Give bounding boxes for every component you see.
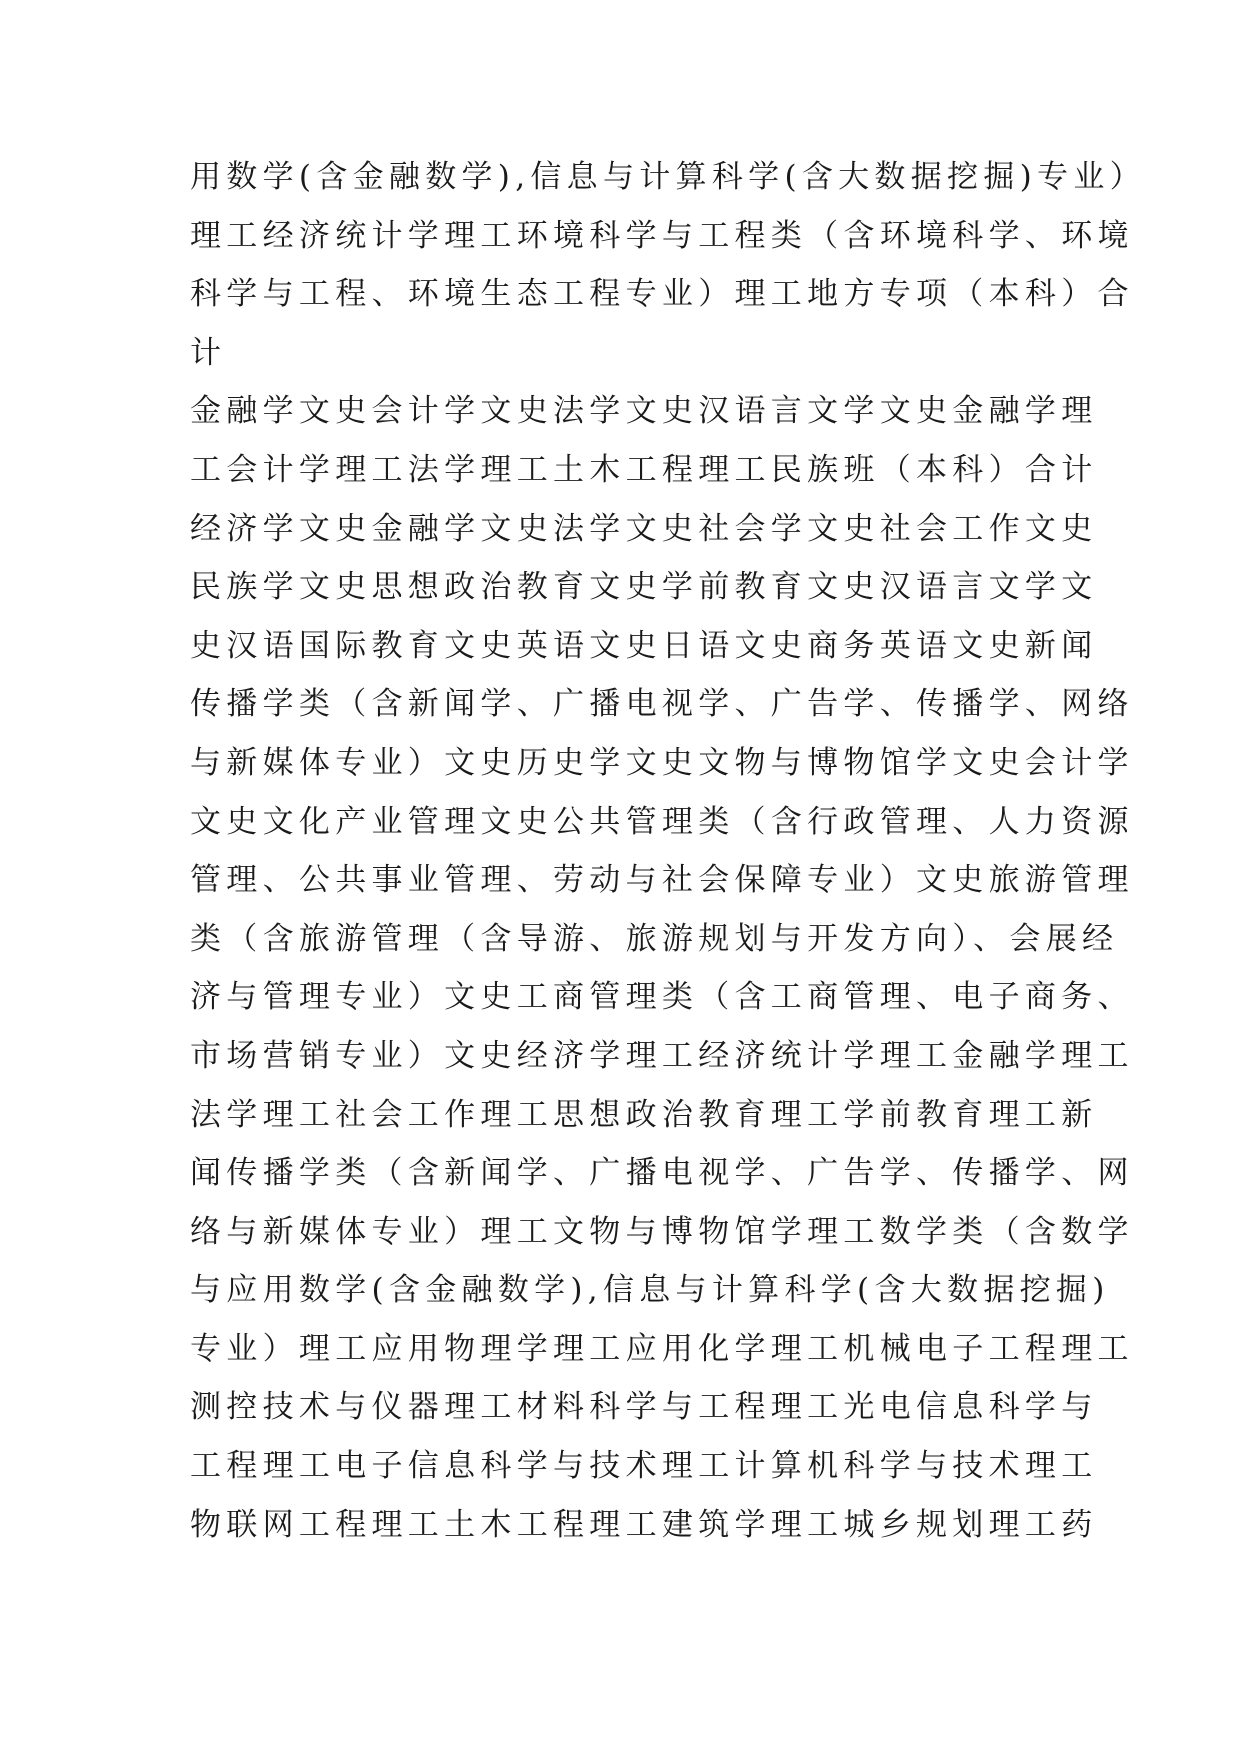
text-line: 金融学文史会计学文史法学文史汉语言文学文史金融学理 (190, 393, 1098, 430)
text-line: 文史文化产业管理文史公共管理类（含行政管理、人力资源 (190, 803, 1134, 840)
text-line: 工会计学理工法学理工土木工程理工民族班（本科）合计 (190, 451, 1098, 488)
text-line: 史汉语国际教育文史英语文史日语文史商务英语文史新闻 (190, 627, 1098, 664)
text-line: 类（含旅游管理（含导游、旅游规划与开发方向）、会展经 (190, 920, 1119, 957)
body-text (190, 148, 1146, 1554)
text-line: 民族学文史思想政治教育文史学前教育文史汉语言文学文 (190, 569, 1098, 606)
text-line: 络与新媒体专业）理工文物与博物馆学理工数学类（含数学 (190, 1213, 1134, 1250)
text-line: 专业）理工应用物理学理工应用化学理工机械电子工程理工 (190, 1330, 1134, 1367)
text-line: 与应用数学(含金融数学),信息与计算科学(含大数据挖掘) (190, 1272, 1110, 1309)
text-line: 工程理工电子信息科学与技术理工计算机科学与技术理工 (190, 1448, 1098, 1485)
paragraph-2 (190, 382, 1098, 499)
text-line: 经济学文史金融学文史法学文史社会学文史社会工作文史 (190, 510, 1098, 547)
text-line: 理工经济统计学理工环境科学与工程类（含环境科学、环境 (190, 217, 1134, 254)
text-line: 测控技术与仪器理工材料科学与工程理工光电信息科学与 (190, 1389, 1098, 1426)
text-line: 计 (190, 334, 227, 371)
paragraph-3 (190, 500, 1134, 1555)
text-line: 科学与工程、环境生态工程专业）理工地方专项（本科）合 (190, 276, 1134, 313)
text-line: 市场营销专业）文史经济学理工经济统计学理工金融学理工 (190, 1037, 1134, 1074)
text-line: 济与管理专业）文史工商管理类（含工商管理、电子商务、 (190, 979, 1134, 1016)
text-line: 闻传播学类（含新闻学、广播电视学、广告学、传播学、网 (190, 1155, 1134, 1192)
text-line: 物联网工程理工土木工程理工建筑学理工城乡规划理工药 (190, 1506, 1098, 1543)
paragraph-1 (190, 148, 1146, 382)
text-line: 用数学(含金融数学),信息与计算科学(含大数据挖掘)专业） (190, 159, 1146, 195)
text-line: 法学理工社会工作理工思想政治教育理工学前教育理工新 (190, 1096, 1098, 1133)
text-line: 与新媒体专业）文史历史学文史文物与博物馆学文史会计学 (190, 744, 1134, 781)
text-line: 传播学类（含新闻学、广播电视学、广告学、传播学、网络 (190, 686, 1134, 723)
text-line: 管理、公共事业管理、劳动与社会保障专业）文史旅游管理 (190, 862, 1134, 899)
